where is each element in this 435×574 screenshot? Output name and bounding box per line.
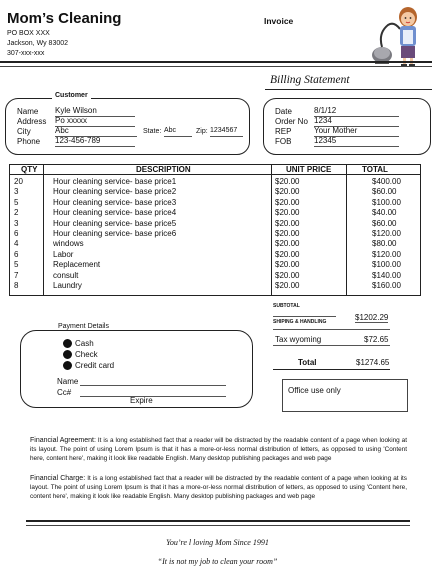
footer-divider — [26, 520, 410, 522]
payment-cc-field[interactable] — [80, 387, 226, 397]
subtotal-rule — [273, 316, 336, 317]
order-no-value: 1234 — [314, 116, 332, 125]
row-total: $120.00 — [372, 249, 401, 259]
row-total: $40.00 — [372, 208, 397, 218]
row-description: Hour cleaning service- base price2 — [53, 187, 177, 197]
financial-agreement-paragraph — [30, 436, 407, 463]
row-qty: 7 — [14, 270, 19, 280]
office-use-box — [282, 379, 408, 412]
row-description: consult — [53, 270, 79, 280]
row-unit-price: $20.00 — [275, 208, 300, 218]
payment-option-check[interactable] — [63, 350, 98, 359]
payment-cc-label: Cc# — [57, 388, 72, 397]
billing-title-underline — [265, 89, 432, 90]
row-total: $80.00 — [372, 239, 397, 249]
financial-agreement-text: It is a long established fact that a reader will be distracted by the readable content of a page when looking at its layout. The point of using Lorem Ipsum is that it has a more-or-less normal distribution of letters, as opposed to using 'Content here, content here', making it look like readable English. Many desktop publishing packages and web page — [30, 437, 407, 462]
row-total: $120.00 — [372, 229, 401, 238]
row-unit-price: $20.00 — [275, 281, 300, 290]
billing-statement-title: Billing Statement — [270, 74, 350, 86]
customer-state-value: Abc — [164, 127, 177, 134]
cleaning-lady-illustration — [360, 3, 432, 69]
row-qty: 8 — [14, 281, 19, 290]
row-qty: 6 — [14, 249, 19, 259]
row-total: $100.00 — [372, 260, 401, 270]
row-total: $140.00 — [372, 270, 401, 280]
customer-name-value: Kyle Wilson — [55, 106, 97, 115]
order-date-label: Date — [275, 107, 292, 116]
subtotal-value: $1202.29 — [355, 313, 389, 322]
total-rule — [273, 369, 390, 370]
row-unit-price: $20.00 — [275, 260, 300, 270]
customer-city-label: City — [17, 127, 31, 136]
total-value: $1274.65 — [356, 358, 390, 367]
tax-label: Tax wyoming — [275, 335, 322, 344]
table-row — [10, 271, 420, 281]
row-total: $100.00 — [372, 197, 401, 207]
row-unit-price: $20.00 — [275, 197, 300, 207]
row-description: windows — [53, 239, 84, 249]
line-items-table — [9, 164, 421, 296]
order-rep-value: Your Mother — [314, 126, 358, 135]
table-header-row — [10, 165, 420, 174]
customer-zip-label: Zip: — [196, 128, 208, 135]
payment-option-credit-card[interactable] — [63, 361, 114, 370]
credit-card-label: Credit card — [75, 361, 115, 370]
company-po-box: PO BOX XXX — [7, 30, 50, 37]
row-unit-price: $20.00 — [275, 270, 300, 280]
customer-address-label: Address — [17, 117, 47, 126]
company-city-state-zip: Jackson, Wy 83002 — [7, 40, 69, 47]
customer-phone-value: 123-456-789 — [55, 136, 101, 145]
customer-city-value: Abc — [55, 126, 69, 135]
cash-label: Cash — [75, 339, 94, 348]
order-fob-field[interactable] — [314, 136, 399, 147]
row-qty: 2 — [14, 208, 19, 218]
row-qty: 6 — [14, 229, 19, 238]
row-description: Labor — [53, 249, 74, 259]
office-use-label: Office use only — [288, 386, 341, 395]
table-row — [10, 187, 420, 197]
payment-name-label: Name — [57, 377, 79, 386]
footer-motto: “It is not my job to clean your room” — [157, 557, 278, 566]
customer-section-label: Customer — [52, 92, 91, 99]
row-total: $60.00 — [372, 218, 397, 228]
table-row — [10, 239, 420, 249]
row-total: $400.00 — [372, 177, 401, 186]
row-description: Hour cleaning service- base price5 — [53, 218, 177, 228]
financial-charge-paragraph — [30, 474, 407, 501]
order-fob-value: 12345 — [314, 136, 337, 145]
payment-name-field[interactable] — [80, 376, 226, 386]
financial-agreement-label: Financial Agreement: — [30, 437, 96, 444]
table-row — [10, 281, 420, 291]
customer-address-value: Po xxxxx — [55, 116, 88, 125]
table-row — [10, 208, 420, 218]
company-name: Mom’s Cleaning — [7, 10, 122, 27]
qty-header: QTY — [21, 165, 38, 174]
check-label: Check — [75, 350, 98, 359]
order-rep-label: REP — [275, 127, 292, 136]
invoice-title: Invoice — [264, 16, 294, 26]
row-unit-price: $20.00 — [275, 249, 300, 259]
row-description: Hour cleaning service- base price6 — [53, 229, 177, 238]
header-divider — [0, 61, 432, 63]
table-row — [10, 198, 420, 208]
check-radio-icon[interactable] — [63, 350, 72, 359]
order-no-label: Order No — [275, 117, 308, 126]
financial-charge-text: It is a long established fact that a reader will be distracted by the readable content of a page when looking at its layout. The point of using Lorem Ipsum is that it has a more-or-less normal distribution of letters, as opposed to using 'Content here, content here', making it look like readable English. Many desktop publishing packages and web page — [30, 475, 407, 500]
tax-value: $72.65 — [364, 335, 389, 344]
total-label: Total — [298, 358, 317, 367]
customer-zip-value: 1234567 — [210, 127, 238, 134]
row-unit-price: $20.00 — [275, 229, 300, 238]
row-total: $60.00 — [372, 187, 397, 197]
description-header: DESCRIPTION — [136, 165, 191, 174]
customer-state-field[interactable] — [164, 127, 192, 137]
table-row — [10, 229, 420, 239]
credit-card-radio-icon[interactable] — [63, 361, 72, 370]
unit-price-header: UNIT PRICE — [286, 165, 332, 174]
row-qty: 20 — [14, 177, 23, 186]
footer-tagline: You’re l loving Mom Since 1991 — [166, 538, 269, 547]
row-description: Replacement — [53, 260, 101, 270]
row-qty: 5 — [14, 260, 19, 270]
customer-name-label: Name — [17, 107, 39, 116]
order-fob-label: FOB — [275, 137, 292, 146]
table-row — [10, 250, 420, 260]
cash-radio-icon[interactable] — [63, 339, 72, 348]
row-qty: 5 — [14, 197, 19, 207]
payment-expire-label: Expire — [130, 396, 153, 405]
financial-charge-label: Financial Charge: — [30, 475, 86, 482]
row-total: $160.00 — [372, 281, 401, 290]
row-description: Hour cleaning service- base price3 — [53, 197, 177, 207]
shipping-label: SHIPING & HANDLING — [273, 319, 327, 325]
tax-rule — [273, 345, 390, 346]
row-description: Laundry — [53, 281, 82, 290]
row-unit-price: $20.00 — [275, 218, 300, 228]
payment-option-cash[interactable] — [63, 339, 94, 348]
customer-state-label: State: — [143, 128, 162, 135]
customer-zip-field[interactable] — [210, 127, 243, 137]
table-row — [10, 219, 420, 229]
header-divider-thin — [0, 66, 432, 67]
footer-divider-thin — [26, 525, 410, 526]
customer-phone-label: Phone — [17, 137, 41, 146]
row-qty: 3 — [14, 218, 19, 228]
payment-details-title: Payment Details — [55, 323, 112, 330]
total-header: TOTAL — [362, 165, 388, 174]
row-qty: 3 — [14, 187, 19, 197]
company-phone: 307-xxx-xxx — [7, 50, 45, 57]
row-description: Hour cleaning service- base price4 — [53, 208, 177, 218]
row-description: Hour cleaning service- base price1 — [53, 177, 177, 186]
subtotal-label: SUBTOTAL — [273, 303, 300, 309]
table-row — [10, 177, 420, 187]
order-date-value: 8/1/12 — [314, 106, 337, 115]
row-unit-price: $20.00 — [275, 239, 300, 249]
row-unit-price: $20.00 — [275, 187, 300, 197]
customer-phone-field[interactable] — [55, 136, 135, 147]
table-row — [10, 260, 420, 270]
row-qty: 4 — [14, 239, 19, 249]
shipping-rule — [273, 329, 390, 330]
row-unit-price: $20.00 — [275, 177, 300, 186]
